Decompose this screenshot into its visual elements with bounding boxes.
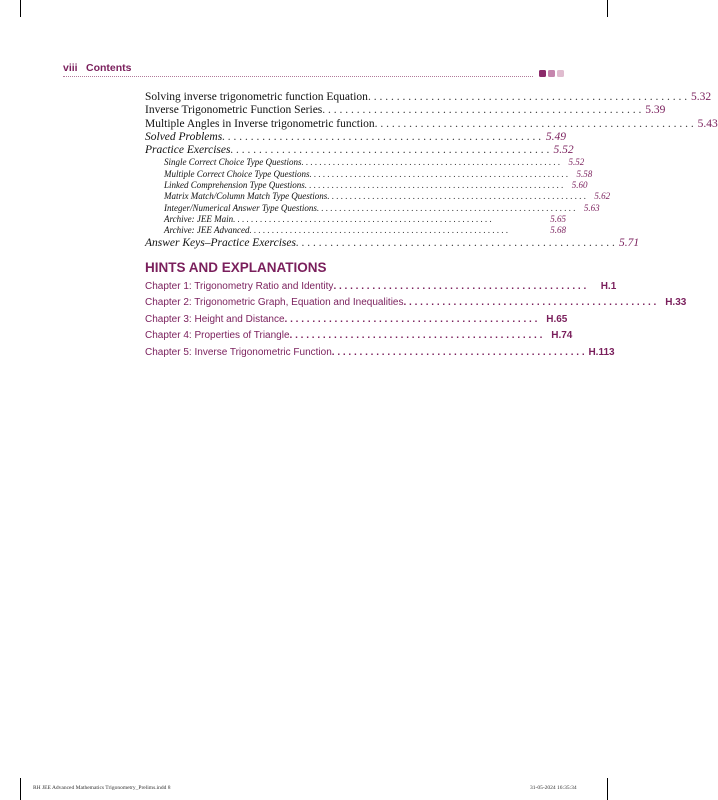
dot-leader: . . . . . . . . . . . . . . . . . . . . . . . . . . . . . . . . . . . . . . . . . . . . . . . . . . . . . . . . . . [327,191,587,202]
dot-leader: . . . . . . . . . . . . . . . . . . . . . . . . . . . . . . . . . . . . . . . . . . . . . . . . . . . . . . . . . . [316,202,576,213]
toc-entry[interactable] [145,117,718,131]
hints-entry-page: H.74 [551,330,573,342]
hints-entry-title: Chapter 3: Height and Distance [145,313,285,325]
crop-mark [607,778,608,800]
dot-leader: . . . . . . . . . . . . . . . . . . . . . . . . . . . . . . . . . . . . . . . . . . . . . . . . . . . . . . . . [222,130,542,143]
section-heading: HINTS AND EXPLANATIONS [145,260,327,275]
toc-subentry[interactable] [145,214,566,225]
dot-leader: . . . . . . . . . . . . . . . . . . . . . . . . . . . . . . . . . . . . . . . . . . . . . . . . . . . . . . . . [230,144,550,157]
toc-subentry-title: Linked Comprehension Type Questions [164,180,305,191]
hints-entry[interactable] [145,328,573,344]
dot-leader: . . . . . . . . . . . . . . . . . . . . . . . . . . . . . . . . . . . . . . . . . . . . . . . . . . . . . . . . . . [301,157,561,168]
accent-square [557,70,564,77]
toc-subentry-page: 5.62 [594,191,611,202]
toc-entry-page: 5.52 [553,144,574,157]
hints-entry[interactable] [145,295,687,311]
toc-entry-title: Inverse Trigonometric Function Series [145,104,323,117]
hints-entry-title: Chapter 4: Properties of Triangle [145,330,290,342]
toc-subentry[interactable] [145,157,585,168]
toc-entry-page: 5.49 [545,130,566,143]
dot-leader: . . . . . . . . . . . . . . . . . . . . . . . . . . . . . . . . . . . . . . . . . . . . . . . . . . . . . . . . [295,236,616,249]
toc-entry[interactable] [145,131,566,144]
toc-entry[interactable] [145,236,640,250]
hints-entry-title: Chapter 1: Trigonometry Ratio and Identity [145,281,334,292]
toc-subentry[interactable] [145,225,566,236]
toc-entry-title: Practice Exercises [145,144,231,157]
toc-entry-page: 5.39 [645,104,666,117]
toc-entry-title: Solved Problems [145,130,223,143]
toc-subentry-page: 5.60 [571,180,588,191]
dot-leader: . . . . . . . . . . . . . . . . . . . . . . . . . . . . . . . . . . . . . . . . . . . . . . . . . . . . . . . . [322,104,642,117]
dot-leader: . . . . . . . . . . . . . . . . . . . . . . . . . . . . . . . . . . . . . . . . . . . . . . . . . . . . . . . . . . [233,213,492,224]
toc-subentry[interactable] [145,202,600,214]
toc-entry-page: 5.43 [697,117,718,130]
toc-subentry[interactable] [145,191,611,202]
hints-entry-page: H.113 [588,346,615,358]
timestamp-slug: 31-05-2024 16:35:34 [530,785,577,791]
hints-entry-page: H.65 [546,313,568,325]
toc-entry-page: 5.32 [690,91,712,103]
toc-subentry[interactable] [145,168,593,180]
toc-entry[interactable] [145,104,666,117]
crop-mark [607,0,608,17]
toc-entry-title: Multiple Angles in Inverse trigonometric function [145,117,375,130]
toc-subentry-page: 5.65 [550,213,566,224]
toc-subentry-page: 5.68 [550,225,566,236]
hints-entry[interactable] [145,312,566,328]
toc-subentry-title: Matrix Match/Column Match Type Questions [164,191,328,202]
hints-entry-title: Chapter 2: Trigonometric Graph, Equation and Inequalities [145,297,404,309]
toc-entry[interactable] [145,144,574,157]
page-number: viii [63,62,78,74]
page-title: Contents [86,62,132,74]
crop-mark [20,0,21,17]
dot-leader: . . . . . . . . . . . . . . . . . . . . . . . . . . . . . . . . . . . . . . . . . . . . . . . . . . . . . . . . [374,117,694,130]
dot-leader: . . . . . . . . . . . . . . . . . . . . . . . . . . . . . . . . . . . . . . . . . . . . . . . . . . . . . . . . . . [309,168,569,179]
accent-square [539,70,546,77]
hints-entry-title: Chapter 5: Inverse Trigonometric Function [145,346,332,358]
dot-leader: . . . . . . . . . . . . . . . . . . . . . . . . . . . . . . . . . . . . . . . . . . . . . . [284,313,538,325]
toc-subentry-title: Archive: JEE Advanced [164,225,250,236]
toc-subentry-title: Archive: JEE Main [164,213,234,224]
dot-leader: . . . . . . . . . . . . . . . . . . . . . . . . . . . . . . . . . . . . . . . . . . . . . . [403,297,657,309]
toc-entry-page: 5.71 [618,236,640,249]
dot-leader: . . . . . . . . . . . . . . . . . . . . . . . . . . . . . . . . . . . . . . . . . . . . . . . . . . . . . . . . [367,91,688,103]
dot-leader: . . . . . . . . . . . . . . . . . . . . . . . . . . . . . . . . . . . . . . . . . . . . . . . . . . . . . . . . . . [249,225,509,236]
dot-leader: . . . . . . . . . . . . . . . . . . . . . . . . . . . . . . . . . . . . . . . . . . . . . . [333,281,587,292]
toc-list [145,91,718,249]
toc-entry[interactable] [145,91,712,104]
hints-entry-page: H.33 [665,297,687,309]
hints-list [145,279,687,361]
toc-subentry-page: 5.58 [576,168,593,179]
toc-subentry-title: Integer/Numerical Answer Type Questions [164,202,317,213]
toc-subentry-page: 5.52 [568,157,585,168]
hints-entry[interactable] [145,345,615,361]
toc-subentry-page: 5.63 [583,202,600,213]
crop-mark [20,778,21,800]
header-rule [63,76,533,77]
accent-square [548,70,555,77]
toc-subentry[interactable] [145,180,588,191]
dot-leader: . . . . . . . . . . . . . . . . . . . . . . . . . . . . . . . . . . . . . . . . . . . . . . . . . . . . . . . . . . [304,180,564,191]
dot-leader: . . . . . . . . . . . . . . . . . . . . . . . . . . . . . . . . . . . . . . . . . . . . . . [289,330,543,342]
dot-leader: . . . . . . . . . . . . . . . . . . . . . . . . . . . . . . . . . . . . . . . . . . . . . . [331,346,585,358]
file-slug: RH JEE Advanced Mathematics Trigonometry_Prelims.indd 8 [33,785,171,791]
toc-entry-title: Solving inverse trigonometric function Equation [145,91,368,103]
toc-subentry-title: Single Correct Choice Type Questions [164,157,302,168]
hints-entry[interactable] [145,279,617,295]
hints-entry-page: H.1 [600,281,617,292]
toc-entry-title: Answer Keys–Practice Exercises [145,236,296,249]
toc-subentry-title: Multiple Correct Choice Type Questions [164,168,310,179]
